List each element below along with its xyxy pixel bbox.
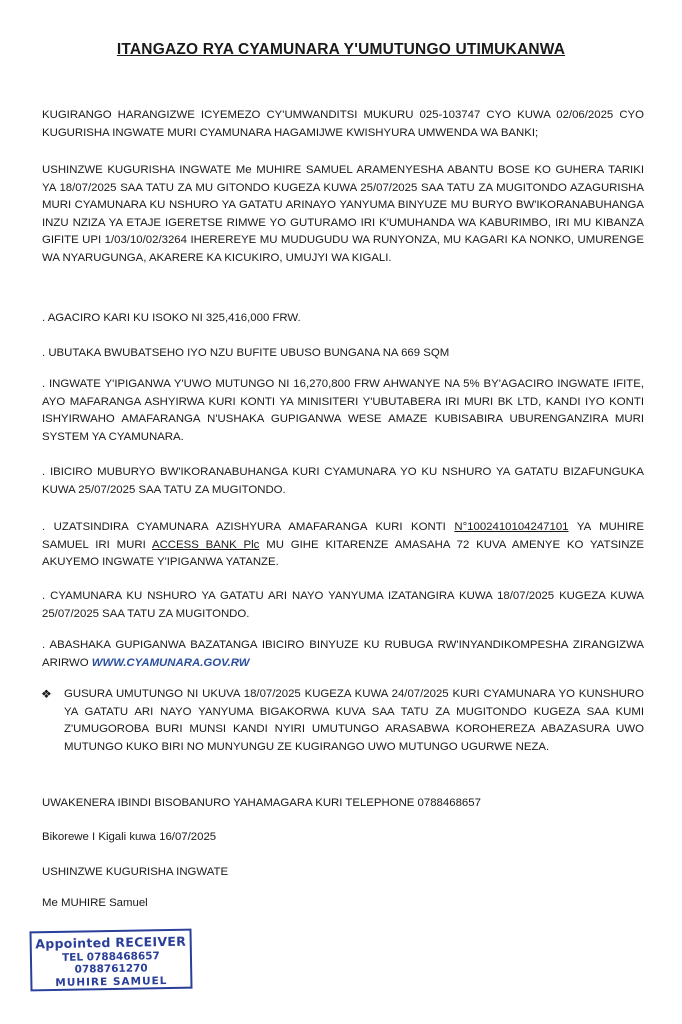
place-date-line: Bikorewe I Kigali kuwa 16/07/2025: [42, 831, 217, 843]
bidding-website-text: . ABASHAKA GUPIGANWA BAZATANGA IBICIRO BINYUZE KU RUBUGA RW'INYANDIKOMPESHA ZIRANGIZWA ARIRWO: [42, 639, 644, 669]
account-number: N°1002410104247101: [454, 521, 569, 533]
payment-text-c: YA MUHIRE SAMUEL IRI MURI: [42, 521, 644, 551]
stamp-title: Appointed RECEIVER: [35, 933, 187, 952]
stamp-name: MUHIRE SAMUEL: [55, 975, 168, 989]
bidding-website-paragraph: [42, 637, 644, 672]
land-area-line: . UBUTAKA BWUBATSEHO IYO NZU BUFITE UBUSO BUNGANA NA 669 SQM: [42, 347, 450, 359]
receiver-stamp: [29, 929, 192, 992]
stamp-phone-2: 0788761270: [74, 962, 148, 976]
deposit-paragraph: . INGWATE Y'IPIGANWA Y'UWO MUTUNGO NI 16,270,800 FRW AHWANYE NA 5% BY'AGACIRO INGWATE IFITE, AYO MAFARANGA ASHYIRWA KURI KONTI YA MINISITERI Y'UBUTABERA IRI MURI BK LTD, KANDI IYO KONTI ISHYIRWAHO AMAFARANGA N'USHAKA GUPIGANWA WESE AMAZE KUBISABIRA UBURENGANZIRA MURI SYSTEM YA CYAMUNARA.: [42, 378, 644, 443]
announcement-paragraph: USHINZWE KUGURISHA INGWATE Me MUHIRE SAMUEL ARAMENYESHA ABANTU BOSE KO GUHERA TARIKI YA 18/07/2025 SAA TATU ZA MU GITONDO KUGEZA KUWA 25/07/2025 SAA TATU ZA MUGITONDO AZAGURISHA MURI CYAMUNARA KU NSHURO YA GATATU ARINAYO YANYUMA BINYUZE MU BURYO BW'IKORANABUHANGA INZU NZIZA YA ETAJE IGERETSE RIMWE YO GUTURAMO IRI K'UMUHANDA WA KABURIMBO, IRI MU KIBANZA GIFITE UPI 1/03/10/02/3264 IHEREREYE MU MUDUGUDU WA RUNYONZA, MU KAGARI KA NONKO, UMURENGE WA NYARUGUNGA, AKARERE KA KICUKIRO, UMUJYI WA KIGALI.: [42, 164, 644, 264]
stamp-phone-1: TEL 0788468657: [61, 950, 160, 964]
intro-paragraph: KUGIRANGO HARANGIZWE ICYEMEZO CY'UMWANDITSI MUKURU 025-103747 CYO KUWA 02/06/2025 CYO KUGURISHA INGWATE MURI CYAMUNARA HAGAMIJWE KWISHYURA UMWENDA WA BANKI;: [42, 109, 644, 139]
notice-title: ITANGAZO RYA CYAMUNARA Y'UMUTUNGO UTIMUKANWA: [116, 41, 566, 58]
diamond-bullet-icon: ❖: [41, 687, 52, 701]
cyamunara-website-link[interactable]: WWW.CYAMUNARA.GOV.RW: [91, 656, 250, 669]
contact-line: UWAKENERA IBINDI BISOBANURO YAHAMAGARA KURI TELEPHONE 0788468657: [42, 797, 481, 809]
market-value-line: . AGACIRO KARI KU ISOKO NI 325,416,000 FRW.: [42, 312, 301, 324]
visit-paragraph: GUSURA UMUTUNGO NI UKUVA 18/07/2025 KUGEZA KUWA 24/07/2025 KURI CYAMUNARA YO KUNSHURO YA GATATU ARI NAYO YANYUMA BIGAKORWA KUVA SAA TATU ZA MUGITONDO KUGEZA SAA KUMI Z'UMUGOROBA BURI MUNSI KANDI NYIRI UMUTUNGO ARASABWA KOROHEREZA ABAZASURA UWO MUTUNGO KUKO BIRI NO MUNYUNGU ZE KUGIRANGO UWO MUTUNGO UGURWE NEZA.: [64, 688, 644, 753]
payment-paragraph: [42, 519, 644, 572]
payment-text-e: MU GIHE KITARENZE AMASAHA 72 KUVA AMENYE KO YATSINZE AKUYEMO INGWATE Y'IPIGANWA YATANZE.: [42, 538, 644, 568]
bank-name: ACCESS BANK Plc: [151, 538, 260, 551]
signatory-name: Me MUHIRE Samuel: [42, 897, 148, 909]
bidding-opening-paragraph: . IBICIRO MUBURYO BW'IKORANABUHANGA KURI CYAMUNARA YO KU NSHURO YA GATATU BIZAFUNGUKA KUWA 25/07/2025 SAA TATU ZA MUGITONDO.: [42, 466, 644, 496]
signatory-role: USHINZWE KUGURISHA INGWATE: [42, 866, 229, 878]
auction-period-paragraph: . CYAMUNARA KU NSHURO YA GATATU ARI NAYO YANYUMA IZATANGIRA KUWA 18/07/2025 KUGEZA KUWA 25/07/2025 SAA TATU ZA MUGITONDO.: [42, 590, 644, 620]
payment-text-a: . UZATSINDIRA CYAMUNARA AZISHYURA AMAFARANGA KURI KONTI: [42, 521, 455, 533]
